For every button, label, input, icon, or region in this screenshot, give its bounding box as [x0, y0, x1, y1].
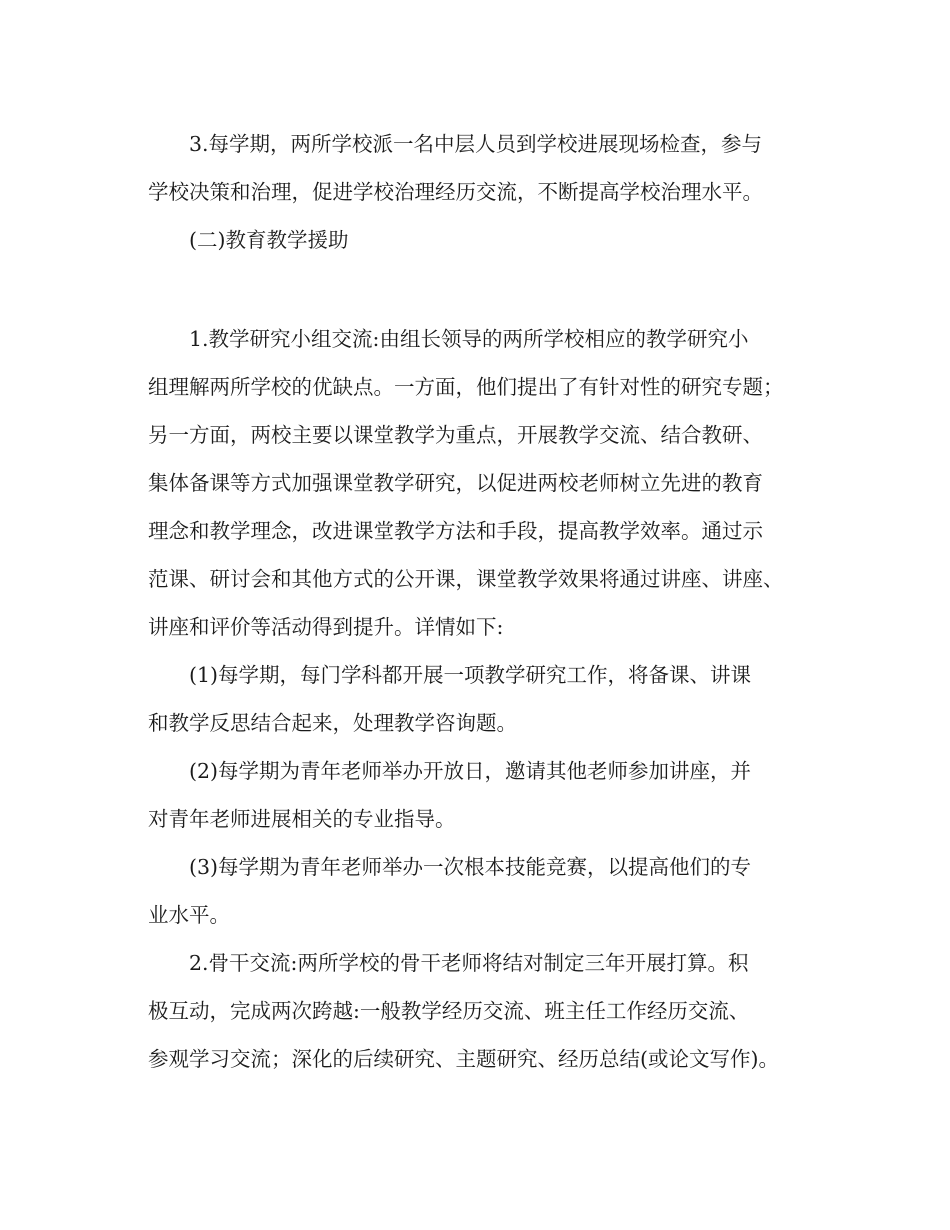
item-1-line-7: 讲座和评价等活动得到提升。详情如下: [148, 615, 504, 639]
item-1-line-3: 另一方面，两校主要以课堂教学为重点，开展教学交流、结合教研、 [148, 423, 763, 447]
sub-item-1-line-2: 和教学反思结合起来，处理教学咨询题。 [148, 711, 517, 735]
paragraph-3-line-1: 3.每学期，两所学校派一名中层人员到学校进展现场检查，参与 [189, 132, 763, 156]
item-2-line-3: 参观学习交流；深化的后续研究、主题研究、经历总结(或论文写作)。 [148, 1047, 779, 1071]
item-2-line-2: 极互动，完成两次跨越:一般教学经历交流、班主任工作经历交流、 [148, 999, 750, 1023]
sub-item-1-line-1: (1)每学期，每门学科都开展一项教学研究工作，将备课、讲课 [189, 663, 752, 687]
sub-item-3-line-1: (3)每学期为青年老师举办一次根本技能竞赛，以提高他们的专 [189, 855, 752, 879]
sub-item-2-line-2: 对青年老师进展相关的专业指导。 [148, 807, 456, 831]
sub-item-2-line-1: (2)每学期为青年老师举办开放日，邀请其他老师参加讲座，并 [189, 759, 752, 783]
item-2-line-1: 2.骨干交流:两所学校的骨干老师将结对制定三年开展打算。积 [189, 951, 749, 975]
item-1-line-4: 集体备课等方式加强课堂教学研究，以促进两校老师树立先进的教育 [148, 471, 763, 495]
paragraph-3-line-2: 学校决策和治理，促进学校治理经历交流，不断提高学校治理水平。 [148, 180, 763, 204]
item-1-line-1: 1.教学研究小组交流:由组长领导的两所学校相应的教学研究小 [189, 327, 749, 351]
item-1-line-2: 组理解两所学校的优缺点。一方面，他们提出了有针对性的研究专题； [148, 375, 784, 399]
sub-item-3-line-2: 业水平。 [148, 903, 230, 927]
item-1-line-5: 理念和教学理念，改进课堂教学方法和手段，提高教学效率。通过示 [148, 519, 763, 543]
item-1-line-6: 范课、研讨会和其他方式的公开课，课堂教学效果将通过讲座、讲座、 [148, 567, 784, 591]
section-heading: (二)教育教学援助 [189, 228, 349, 252]
